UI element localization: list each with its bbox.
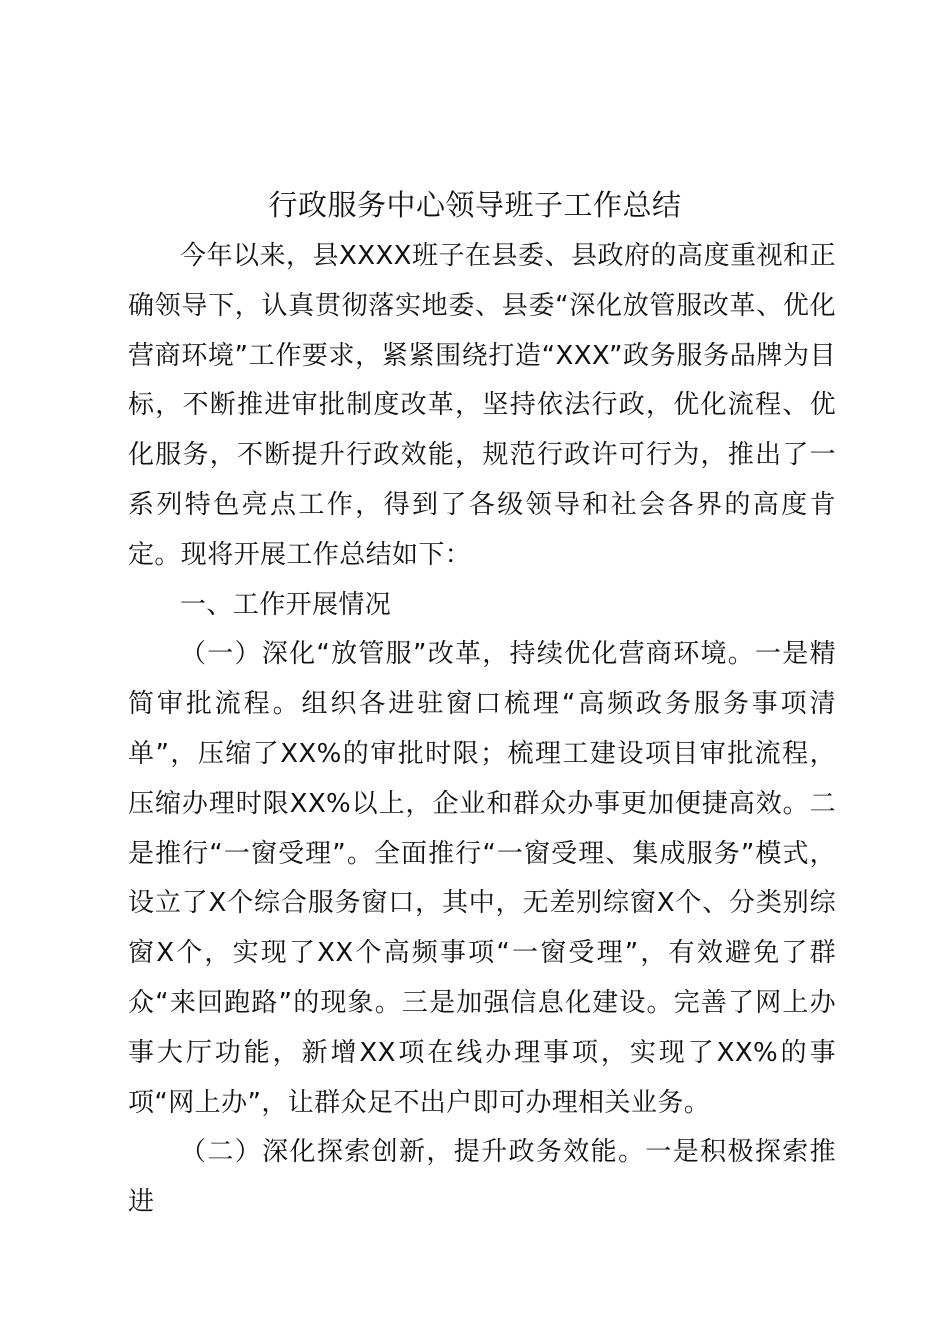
subsection-paragraph-reform: （一）深化“放管服”改革，持续优化营商环境。一是精简审批流程。组织各进驻窗口梳理“高频政务服务事项清单”，压缩了XX%的审批时限；梳理工建设项目审批流程，压缩办理时限XX%以上，企业和群众办事更加便捷高效。二是推行“一窗受理”。全面推行“一窗受理、集成服务”模式，设立了X个综合服务窗口，其中，无差别综窗X个、分类别综窗X个，实现了XX个高频事项“一窗受理”，有效避免了群众“来回跑路”的现象。三是加强信息化建设。完善了网上办事大厅功能，新增XX项在线办理事项，实现了XX%的事项“网上办”，让群众足不出户即可办理相关业务。 xyxy=(128,639,836,1118)
subsection-paragraph-innovation: （二）深化探索创新，提升政务效能。一是积极探索推进 xyxy=(128,1137,836,1218)
intro-paragraph: 今年以来，县XXXX班子在县委、县政府的高度重视和正确领导下，认真贯彻落实地委、县委“深化放管服改革、优化营商环境”工作要求，紧紧围绕打造“XXX”政务服务品牌为目标，不断推进审批制度改革，坚持依法行政，优化流程、优化服务，不断提升行政效能，规范行政许可行为，推出了一系列特色亮点工作，得到了各级领导和社会各界的高度肯定。现将开展工作总结如下： xyxy=(128,241,836,570)
document-title: 行政服务中心领导班子工作总结 xyxy=(268,188,682,222)
section-heading-work-status: 一、工作开展情况 xyxy=(180,589,392,620)
document-body xyxy=(128,232,836,1228)
